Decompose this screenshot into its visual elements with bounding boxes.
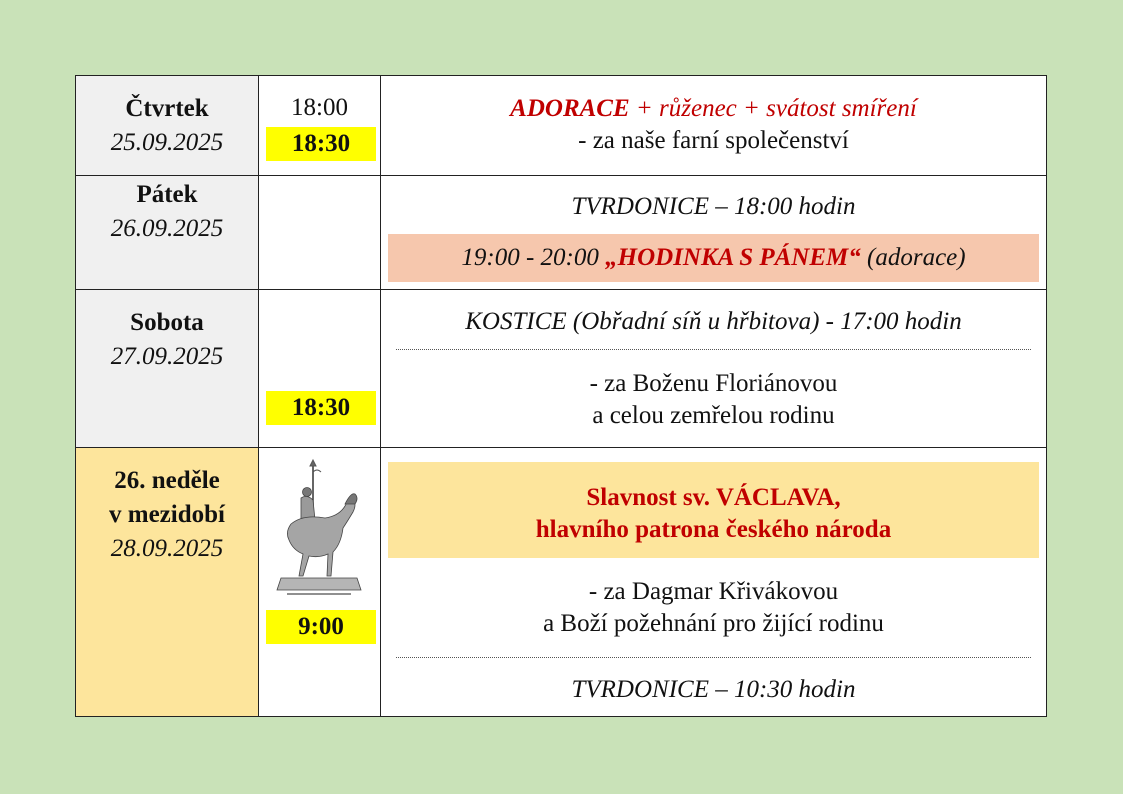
day-cell: [76, 290, 259, 447]
day-date: 28.09.2025: [110, 535, 224, 562]
intention-2: a Boží požehnání pro žijící rodinu: [543, 610, 884, 637]
time-plain: 18:00: [291, 94, 348, 121]
time-highlight: 18:30: [266, 127, 376, 161]
adoration-suffix: (adorace): [860, 244, 966, 271]
day-date: 26.09.2025: [110, 215, 224, 242]
row-thursday: [76, 76, 1046, 176]
event-line: TVRDONICE – 18:00 hodin: [571, 193, 856, 220]
day-date: 25.09.2025: [110, 129, 224, 156]
intention-2: a celou zemřelou rodinu: [592, 402, 835, 429]
feast-line-1: Slavnost sv. VÁCLAVA,: [586, 484, 841, 511]
time-cell: [259, 176, 381, 289]
row-sunday: [76, 448, 1046, 716]
statue-icon: [273, 458, 365, 596]
time-highlight: 18:30: [266, 391, 376, 425]
row-friday: [76, 176, 1046, 290]
day-name-1: 26. neděle: [114, 467, 220, 494]
time-cell: [259, 290, 381, 447]
schedule-table: [75, 75, 1047, 717]
adoration-title: „HODINKA S PÁNEM“: [605, 244, 861, 271]
event-line: KOSTICE (Obřadní síň u hřbitova) - 17:00 hodin: [465, 308, 962, 335]
day-date: 27.09.2025: [110, 343, 224, 370]
event-title: [381, 93, 1046, 125]
adoration-banner: [388, 234, 1039, 282]
event-cell: [381, 176, 1046, 289]
feast-line-2: hlavního patrona českého národa: [535, 516, 892, 543]
day-name-2: v mezidobí: [109, 501, 225, 528]
divider: [396, 349, 1031, 350]
event-cell: [381, 76, 1046, 175]
feast-banner: [388, 462, 1039, 558]
day-cell: [76, 176, 259, 289]
day-name: Pátek: [136, 181, 198, 208]
day-cell: [76, 76, 259, 175]
time-cell: [259, 76, 381, 175]
intention-1: - za Dagmar Křivákovou: [588, 578, 839, 605]
event-cell: [381, 290, 1046, 447]
time-highlight: 9:00: [266, 610, 376, 644]
day-name: Čtvrtek: [125, 95, 209, 122]
adoration-time: 19:00 - 20:00: [461, 244, 606, 271]
event-line: TVRDONICE – 10:30 hodin: [571, 676, 856, 703]
event-title-rest: + růženec + svátost smíření: [629, 95, 917, 122]
divider: [396, 657, 1031, 658]
day-cell: [76, 448, 259, 716]
day-name: Sobota: [130, 309, 204, 336]
event-title-main: ADORACE: [510, 95, 630, 122]
intention: - za naše farní společenství: [578, 127, 849, 154]
event-cell: [381, 448, 1046, 716]
intention-1: - za Boženu Floriánovou: [589, 370, 838, 397]
time-cell: [259, 448, 381, 716]
row-saturday: [76, 290, 1046, 448]
